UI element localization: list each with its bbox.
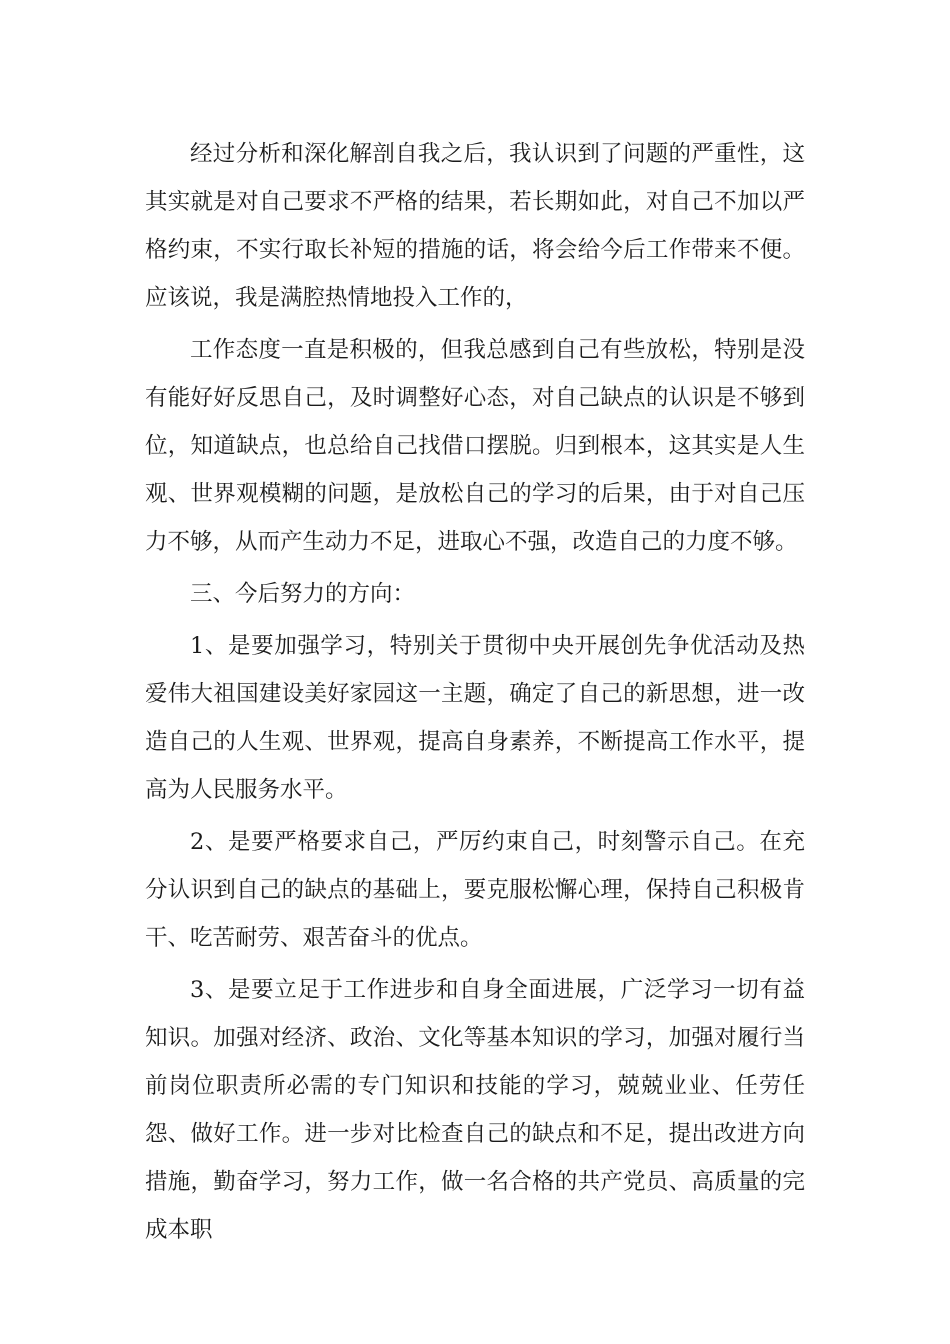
paragraph-work-attitude: 工作态度一直是积极的，但我总感到自己有些放松，特别是没有能好好反思自己，及时调整好心态，对自己缺点的认识是不够到位，知道缺点，也总给自己找借口摆脱。归到根本，这其实是人生观、世界观模糊的问题，是放松自己的学习的后果，由于对自己压力不够，从而产生动力不足，进取心不强，改造自己的力度不够。 (145, 337, 805, 555)
paragraph-point-2: 2、是要严格要求自己，严厉约束自己，时刻警示自己。在充分认识到自己的缺点的基础上，要克服松懈心理，保持自己积极肯干、吃苦耐劳、艰苦奋斗的优点。 (145, 829, 805, 951)
paragraph-self-analysis: 经过分析和深化解剖自我之后，我认识到了问题的严重性，这其实就是对自己要求不严格的结果，若长期如此，对自己不加以严格约束，不实行取长补短的措施的话，将会给今后工作带来不便。应该说，我是满腔热情地投入工作的， (145, 141, 805, 311)
document-body (145, 130, 805, 1254)
paragraph-point-1: 1、是要加强学习，特别关于贯彻中央开展创先争优活动及热爱伟大祖国建设美好家园这一主题，确定了自己的新思想，进一改造自己的人生观、世界观，提高自身素养，不断提高工作水平，提高为人民服务水平。 (145, 633, 805, 803)
section-heading-future-direction: 三、今后努力的方向： (190, 581, 416, 607)
paragraph-point-3: 3、是要立足于工作进步和自身全面进展，广泛学习一切有益知识。加强对经济、政治、文化等基本知识的学习，加强对履行当前岗位职责所必需的专门知识和技能的学习，兢兢业业、任劳任怨、做好工作。进一步对比检查自己的缺点和不足，提出改进方向措施，勤奋学习，努力工作，做一名合格的共产党员、高质量的完成本职 (145, 977, 805, 1243)
